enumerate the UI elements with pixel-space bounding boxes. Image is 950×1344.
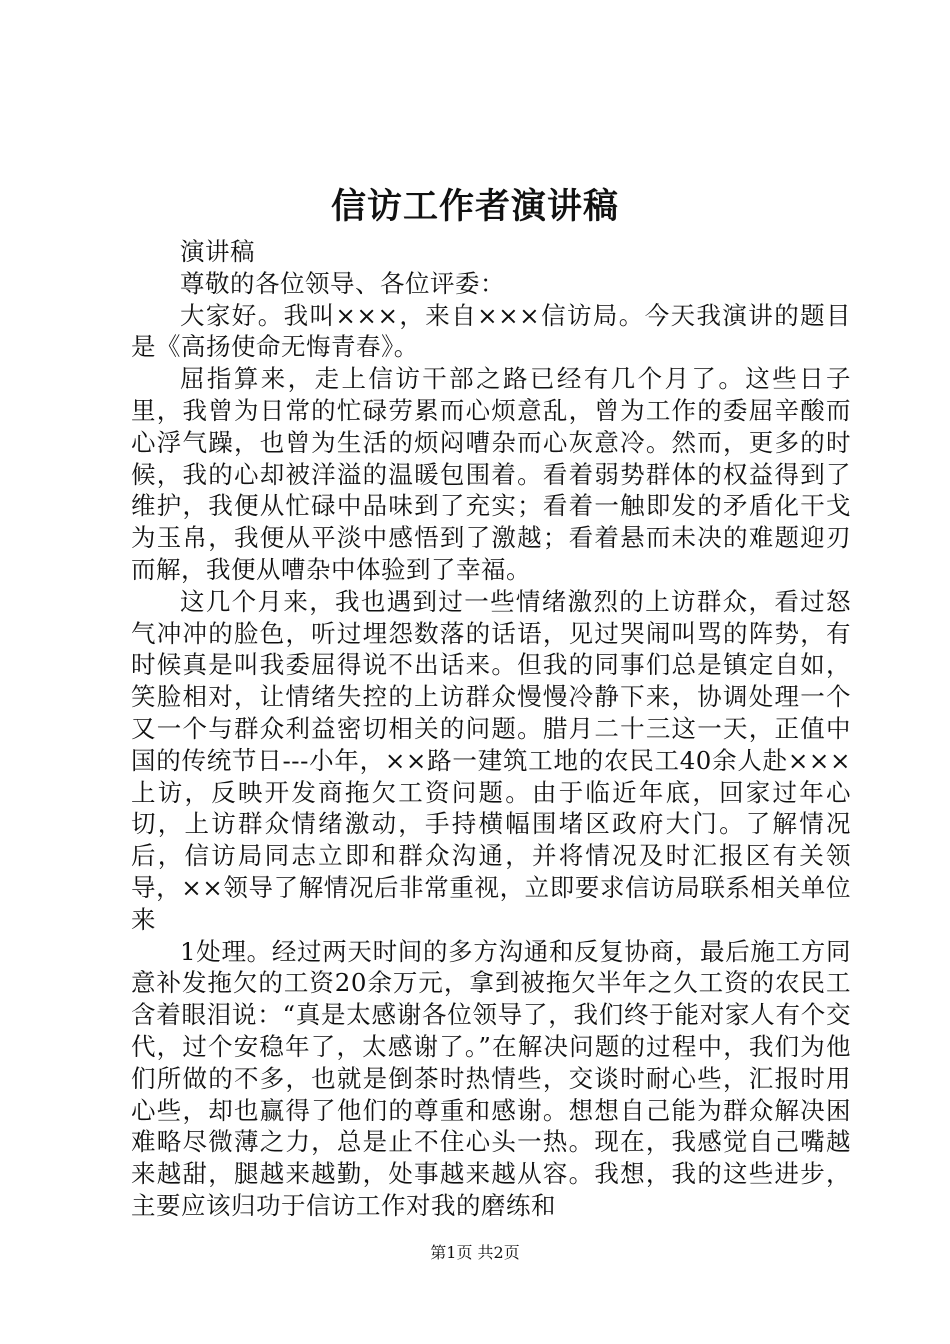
- paragraph-heading: 演讲稿: [180, 237, 255, 266]
- paragraph-salutation: 尊敬的各位领导、各位评委：: [180, 268, 505, 298]
- paragraph-reflection: 屈指算来，走上信访干部之路已经有几个月了。这些日子里，我曾为日常的忙碌劳累而心烦意乱，曾为工作的委屈辛酸而心浮气躁，也曾为生活的烦闷嘈杂而心灰意冷。然而，更多的时候，我的心却被洋溢的温暖包围着。看着弱势群体的权益得到了维护，我便从忙碌中品味到了充实；看着一触即发的矛盾化干戈为玉帛，我便从平淡中感悟到了激越；看着悬而未决的难题迎刃而解，我便从嘈杂中体验到了幸福。: [131, 364, 851, 584]
- document-body: [131, 236, 851, 1222]
- paragraph-intro: 大家好。我叫×××，来自×××信访局。今天我演讲的题目是《高扬使命无悔青春》。: [131, 300, 851, 362]
- page-title: 信访工作者演讲稿: [330, 186, 619, 227]
- paragraph-resolution: 1处理。经过两天时间的多方沟通和反复协商，最后施工方同意补发拖欠的工资20余万元，拿到被拖欠半年之久工资的农民工含着眼泪说：“真是太感谢各位领导了，我们终于能对家人有个交代，过个安稳年了，太感谢了。”在解决问题的过程中，我们为他们所做的不多，也就是倒茶时热情些，交谈时耐心些，汇报时用心些，却也赢得了他们的尊重和感谢。想想自己能为群众解决困难略尽微薄之力，总是止不住心头一热。现在，我感觉自己嘴越来越甜，腿越来越勤，处事越来越从容。我想，我的这些进步，主要应该归功于信访工作对我的磨练和: [131, 936, 851, 1220]
- page-footer: 第1页 共2页: [430, 1243, 520, 1262]
- paragraph-story: 这几个月来，我也遇到过一些情绪激烈的上访群众，看过怒气冲冲的脸色，听过埋怨数落的话语，见过哭闹叫骂的阵势，有时候真是叫我委屈得说不出话来。但我的同事们总是镇定自如，笑脸相对，让情绪失控的上访群众慢慢冷静下来，协调处理一个又一个与群众利益密切相关的问题。腊月二十三这一天，正值中国的传统节日---小年，××路一建筑工地的农民工40余人赴×××上访，反映开发商拖欠工资问题。由于临近年底，回家过年心切，上访群众情绪激动，手持横幅围堵区政府大门。了解情况后，信访局同志立即和群众沟通，并将情况及时汇报区有关领导，××领导了解情况后非常重视，立即要求信访局联系相关单位来: [131, 586, 851, 934]
